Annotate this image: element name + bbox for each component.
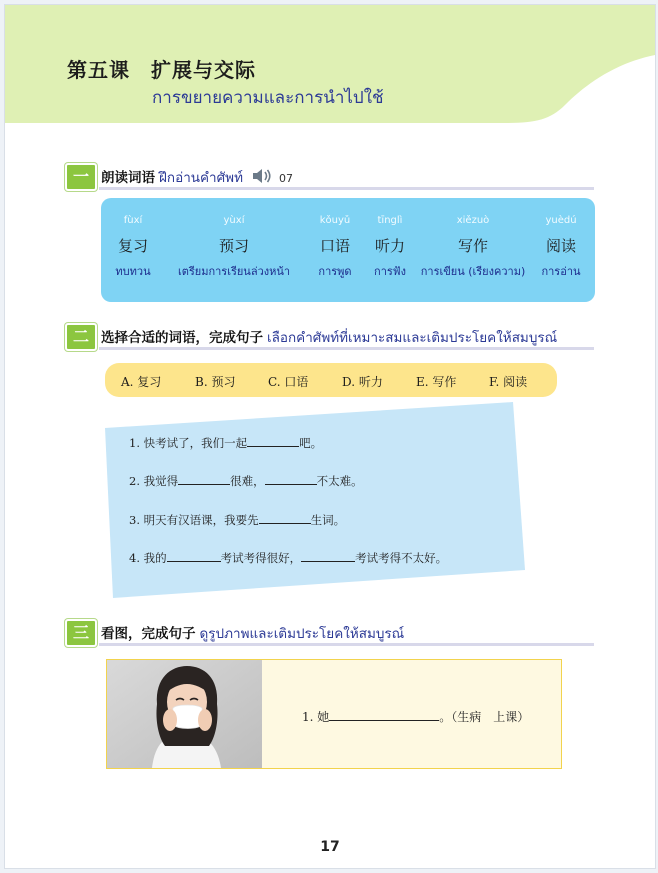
vocab-pinyin: xiězuò: [456, 215, 490, 226]
vocab-hanzi: 阅读: [545, 237, 576, 255]
option-f: F. 阅读: [489, 375, 528, 389]
section-3-title: 看图，完成句子: [101, 626, 196, 642]
section-3-title-thai: ดูรูปภาพและเติมประโยคให้สมบูรณ์: [199, 626, 405, 642]
sentence-text: 1. 她: [302, 710, 330, 724]
vocab-thai: การเขียน (เรียงความ): [420, 265, 526, 278]
section-divider: [99, 187, 594, 190]
sentence-text: 吧。: [299, 436, 323, 450]
sentence-1: [129, 434, 322, 451]
answer-blank[interactable]: [259, 511, 311, 524]
answer-blank[interactable]: [247, 434, 299, 447]
vocab-hanzi: 口语: [319, 237, 350, 255]
sentences-box: [101, 402, 531, 602]
vocab-thai: การอ่าน: [541, 265, 581, 278]
sentence-text: 4. 我的: [129, 551, 167, 565]
answer-blank[interactable]: [329, 708, 439, 721]
section-divider: [99, 347, 594, 350]
sentence-2: [129, 472, 363, 489]
picture-sentence: [302, 708, 529, 725]
section-2-title: 选择合适的词语，完成句子: [101, 330, 263, 346]
word-options-bar: [105, 363, 557, 397]
sentence-text: 1. 快考试了，我们一起: [129, 436, 248, 450]
vocab-hanzi: 听力: [374, 237, 405, 255]
section-1-number: 一: [65, 163, 97, 191]
section-divider: [99, 643, 594, 646]
vocab-pinyin: yùxí: [223, 215, 245, 226]
sentence-text: 生词。: [310, 513, 346, 527]
option-a: A. 复习: [121, 375, 162, 389]
sentence-4: [129, 549, 447, 566]
vocab-pinyin: tīnglì: [377, 215, 403, 226]
vocabulary-box: [101, 198, 595, 302]
answer-blank[interactable]: [265, 472, 317, 485]
speaker-icon[interactable]: [251, 168, 273, 188]
section-1-title-thai: ฝึกอ่านคำศัพท์: [159, 170, 243, 186]
section-2-header: [65, 323, 595, 349]
sentence-text: 。（生病 上课）: [439, 710, 530, 724]
section-2-number: 二: [65, 323, 97, 351]
option-b: B. 预习: [195, 375, 236, 389]
audio-track-number: 07: [278, 172, 293, 185]
sentence-text: 考试考得很好，: [220, 551, 302, 565]
lesson-title: 第五课 扩展与交际: [67, 58, 256, 82]
lesson-subtitle-thai: การขยายความและการนำไปใช้: [152, 88, 384, 108]
sentence-3: [129, 511, 345, 528]
sentence-text: 2. 我觉得: [129, 474, 179, 488]
sentence-text: 不太难。: [316, 474, 363, 488]
vocab-thai: ทบทวน: [115, 265, 151, 278]
sentence-text: 考试考得不太好。: [355, 551, 448, 565]
vocab-pinyin: kǒuyǔ: [319, 215, 351, 226]
section-1-title: 朗读词语: [101, 170, 155, 186]
vocab-hanzi: 写作: [457, 237, 488, 255]
section-3-number: 三: [65, 619, 97, 647]
option-d: D. 听力: [342, 375, 383, 389]
answer-blank[interactable]: [167, 549, 221, 562]
option-e: E. 写作: [416, 375, 457, 389]
vocab-thai: การพูด: [318, 265, 352, 278]
vocab-hanzi: 预习: [218, 237, 249, 255]
option-c: C. 口语: [268, 375, 309, 389]
vocab-thai: การฟัง: [374, 265, 406, 278]
sentence-text: 3. 明天有汉语课，我要先: [129, 513, 259, 527]
textbook-page: [4, 4, 656, 869]
vocab-pinyin: fùxí: [123, 215, 143, 226]
picture-exercise-box: [106, 659, 562, 769]
section-1-header: [65, 163, 595, 189]
page-number: 17: [320, 839, 340, 855]
vocab-hanzi: 复习: [117, 237, 148, 255]
section-3-header: [65, 619, 595, 645]
vocab-pinyin: yuèdú: [545, 215, 577, 226]
girl-sneezing-photo: [107, 660, 262, 768]
answer-blank[interactable]: [301, 549, 355, 562]
sentence-text: 很难，: [230, 474, 265, 488]
answer-blank[interactable]: [178, 472, 230, 485]
section-2-title-thai: เลือกคำศัพท์ที่เหมาะสมและเติมประโยคให้สมบูรณ์: [267, 330, 558, 346]
vocab-thai: เตรียมการเรียนล่วงหน้า: [177, 265, 291, 278]
